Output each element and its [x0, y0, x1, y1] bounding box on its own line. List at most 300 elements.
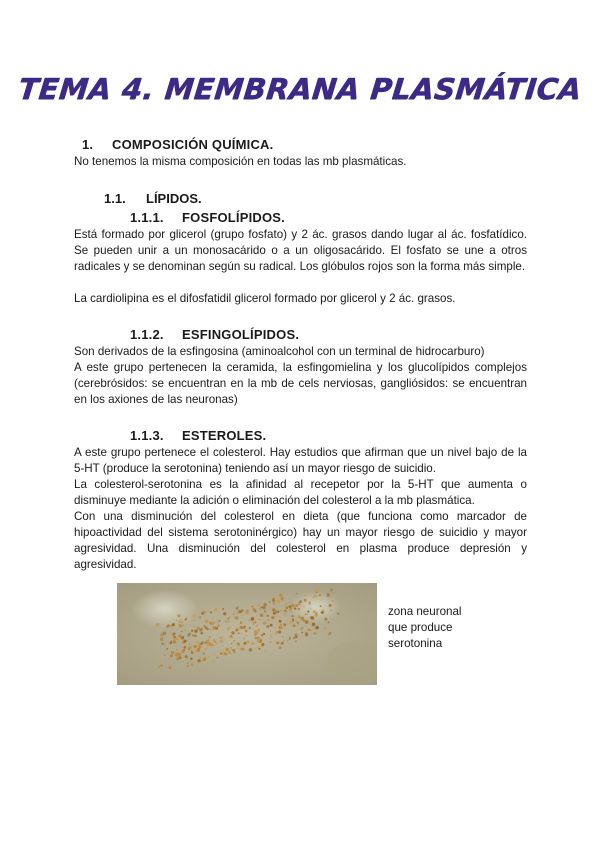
- stain-granule: [189, 644, 190, 645]
- stain-granule: [243, 642, 245, 644]
- stain-granule: [225, 648, 228, 651]
- stain-granule: [261, 634, 263, 636]
- stain-granule: [216, 657, 218, 659]
- section-number: 1.: [82, 137, 94, 152]
- stain-granule: [229, 616, 231, 618]
- stain-granule: [194, 626, 195, 627]
- stain-granule: [227, 617, 229, 619]
- stain-granule: [296, 593, 297, 594]
- stain-granule: [205, 648, 207, 650]
- stain-granule: [266, 615, 268, 617]
- stain-granule: [201, 641, 204, 644]
- stain-granule: [233, 613, 235, 615]
- stain-granule: [324, 627, 326, 629]
- stain-granule: [156, 623, 159, 626]
- stain-granule: [178, 614, 181, 617]
- fosfolipidos-paragraph-2: La cardiolipina es el difosfatidil glicerol formado por glicerol y 2 ác. grasos.: [74, 292, 456, 305]
- stain-granule: [254, 621, 257, 624]
- stain-granule: [257, 629, 260, 632]
- stain-granule: [275, 633, 277, 635]
- stain-granule: [163, 631, 167, 635]
- stain-granule: [199, 646, 202, 649]
- stain-granule: [263, 603, 266, 606]
- stain-granule: [210, 611, 212, 613]
- stain-granule: [305, 633, 309, 637]
- stain-granule: [198, 617, 199, 618]
- stain-granule: [295, 641, 296, 642]
- stain-granule: [238, 633, 240, 635]
- stain-granule: [294, 607, 296, 609]
- stain-granule: [274, 626, 275, 627]
- stain-granule: [238, 610, 241, 613]
- stain-granule: [289, 609, 290, 610]
- stain-granule: [171, 651, 174, 654]
- caption-line: serotonina: [388, 637, 443, 650]
- stain-granule: [195, 644, 197, 646]
- stain-granule: [224, 652, 227, 655]
- subsubsection-number: 1.1.3.: [130, 428, 164, 443]
- stain-granule: [279, 620, 282, 623]
- stain-granule: [176, 641, 178, 643]
- stain-granule: [240, 621, 243, 624]
- stain-granule: [287, 622, 288, 623]
- stain-granule: [287, 606, 289, 608]
- stain-granule: [177, 656, 180, 659]
- stain-granule: [187, 665, 189, 667]
- stain-granule: [233, 640, 234, 641]
- stain-granule: [188, 646, 192, 650]
- stain-granule: [166, 648, 168, 650]
- stain-granule: [258, 605, 259, 606]
- stain-granule: [290, 611, 292, 613]
- stain-granule: [225, 620, 228, 623]
- stain-granule: [315, 626, 319, 630]
- stain-granule: [280, 642, 283, 645]
- stain-granule: [248, 620, 249, 621]
- stain-granule: [202, 659, 203, 660]
- stain-granule: [232, 649, 234, 651]
- caption-line: que produce: [388, 621, 453, 634]
- stain-granule: [259, 619, 260, 620]
- stain-granule: [301, 632, 303, 634]
- stain-granule: [283, 640, 284, 641]
- stain-granule: [222, 636, 223, 637]
- stain-granule: [309, 601, 311, 603]
- stain-granule: [217, 622, 218, 623]
- stain-granule: [192, 634, 194, 636]
- stain-granule: [204, 625, 206, 627]
- stain-granule: [245, 630, 248, 633]
- stain-granule: [234, 616, 237, 619]
- stain-granule: [328, 621, 330, 623]
- stain-granule: [191, 651, 194, 654]
- stain-granule: [237, 627, 240, 630]
- stain-granule: [231, 631, 234, 634]
- stain-granule: [283, 610, 285, 612]
- stain-granule: [271, 597, 273, 599]
- stain-granule: [220, 640, 223, 643]
- stain-granule: [170, 642, 172, 644]
- stain-granule: [272, 599, 275, 602]
- stain-granule: [187, 634, 190, 637]
- stain-granule: [305, 595, 306, 596]
- stain-granule: [211, 621, 215, 625]
- stain-granule: [305, 620, 309, 624]
- subsection-title: LÍPIDOS.: [146, 191, 202, 206]
- stain-granule: [271, 616, 274, 619]
- stain-granule: [206, 628, 208, 630]
- figure-caption: [388, 604, 478, 652]
- stain-granule: [185, 629, 186, 630]
- stain-granule: [272, 608, 275, 611]
- stain-granule: [203, 652, 205, 654]
- stain-granule: [321, 611, 324, 614]
- stain-granule: [280, 623, 283, 626]
- stain-granule: [285, 603, 288, 606]
- subsubsection-title: ESFINGOLÍPIDOS.: [182, 327, 300, 342]
- stain-granule: [313, 632, 315, 634]
- stain-granule: [295, 620, 297, 622]
- stain-granule: [298, 604, 300, 606]
- stain-granule: [201, 632, 203, 634]
- stain-granule: [300, 638, 301, 639]
- stain-granule: [158, 666, 160, 668]
- stain-granule: [261, 606, 263, 608]
- stain-granule: [212, 626, 215, 629]
- stain-granule: [240, 648, 243, 651]
- stain-granule: [252, 643, 253, 644]
- stain-granule: [291, 609, 292, 610]
- stain-granule: [201, 643, 202, 644]
- stain-granule: [205, 620, 208, 623]
- stain-granule: [197, 627, 200, 630]
- stain-granule: [231, 643, 233, 645]
- neuronal-zone-micrograph: [117, 583, 377, 685]
- stain-granule: [228, 636, 230, 638]
- stain-granule: [239, 633, 240, 634]
- stain-granule: [213, 653, 215, 655]
- stain-granule: [216, 643, 218, 645]
- subsubsection-heading-esteroles: [130, 428, 266, 443]
- stain-granule: [270, 631, 271, 632]
- stain-granule: [252, 608, 256, 612]
- stain-granule: [320, 605, 322, 607]
- stain-granule: [249, 648, 253, 652]
- stain-granule: [262, 606, 266, 610]
- stain-granule: [222, 608, 224, 610]
- subsubsection-number: 1.1.2.: [130, 327, 164, 342]
- section-title: COMPOSICIÓN QUÍMICA.: [112, 137, 274, 152]
- stain-granule: [228, 651, 231, 654]
- stain-granule: [257, 646, 259, 648]
- stain-granule: [215, 641, 217, 643]
- stain-granule: [197, 649, 198, 650]
- stain-granule: [228, 621, 230, 623]
- stain-granule: [178, 621, 180, 623]
- stain-granule: [313, 595, 317, 599]
- stain-granule: [173, 632, 176, 635]
- stain-granule: [256, 624, 258, 626]
- stain-granule: [208, 639, 210, 641]
- stain-granule: [170, 654, 173, 657]
- subsubsection-title: FOSFOLÍPIDOS.: [182, 210, 285, 225]
- stain-granule: [283, 623, 286, 626]
- stain-granule: [223, 612, 226, 615]
- stain-granule: [279, 594, 282, 597]
- stain-granule: [185, 655, 188, 658]
- stain-granule: [278, 630, 280, 632]
- stain-granule: [196, 651, 197, 652]
- stain-granule: [174, 637, 177, 640]
- stain-granule: [240, 626, 243, 629]
- stain-granule: [255, 637, 258, 640]
- stain-granule: [210, 629, 211, 630]
- stain-granule: [319, 594, 321, 596]
- stain-granule: [198, 659, 201, 662]
- stain-granule: [206, 643, 209, 646]
- stain-granule: [218, 624, 220, 626]
- stain-granule: [307, 610, 309, 612]
- stain-granule: [193, 614, 196, 617]
- stain-granule: [261, 643, 264, 646]
- stain-granule: [204, 641, 206, 643]
- stain-granule: [289, 605, 292, 608]
- stain-granule: [289, 638, 291, 640]
- stain-granule: [170, 625, 172, 627]
- stain-granule: [294, 633, 297, 636]
- stain-granule: [181, 636, 184, 639]
- stain-granule: [219, 637, 221, 639]
- stain-granule: [192, 619, 193, 620]
- stain-granule: [305, 613, 307, 615]
- stain-granule: [243, 627, 245, 629]
- stain-granule: [161, 643, 163, 645]
- subsubsection-number: 1.1.1.: [130, 210, 164, 225]
- stain-granule: [178, 635, 181, 638]
- stain-granule: [201, 628, 203, 630]
- stain-granule: [174, 642, 176, 644]
- stain-granule: [246, 612, 247, 613]
- stain-granule: [266, 625, 269, 628]
- stain-granule: [298, 608, 301, 611]
- stain-granule: [246, 635, 247, 636]
- stain-granule: [263, 621, 266, 624]
- stain-granule: [252, 622, 253, 623]
- stain-granule: [198, 643, 201, 646]
- stain-granule: [183, 646, 186, 649]
- stain-granule: [186, 617, 187, 618]
- stain-granule: [303, 617, 304, 618]
- stain-granule: [270, 634, 273, 637]
- stain-granule: [327, 593, 330, 596]
- stain-granule: [254, 630, 258, 634]
- stain-granule: [278, 642, 280, 644]
- stain-granule: [174, 622, 176, 624]
- stain-granule: [273, 603, 275, 605]
- stain-granule: [209, 636, 211, 638]
- stain-granule: [316, 589, 319, 592]
- subsubsection-heading-fosfolipidos: [130, 210, 285, 225]
- stain-granule: [182, 625, 184, 627]
- stain-granule: [212, 659, 214, 661]
- subsection-heading-lipidos: [104, 191, 202, 206]
- stain-granule: [304, 600, 305, 601]
- stain-granule: [275, 610, 278, 613]
- stain-granule: [220, 652, 222, 654]
- stain-granule: [263, 633, 265, 635]
- stain-granule: [185, 667, 187, 669]
- stain-granule: [291, 604, 295, 608]
- caption-line: zona neuronal: [388, 605, 462, 618]
- stain-granule: [330, 589, 333, 592]
- stain-granule: [330, 609, 332, 611]
- stain-granule: [270, 641, 272, 643]
- stain-granule: [160, 664, 162, 666]
- subsection-number: 1.1.: [104, 191, 126, 206]
- composicion-text: No tenemos la misma composición en todas las mb plasmáticas.: [74, 155, 407, 168]
- esteroles-paragraph-3: Con una disminución del colesterol en dieta (que funciona como marcador de hipoactividad del sistema serotoninérgico) hay un mayor riesgo de suicidio y mayor agresividad. Una disminución del colesterol en plasma produce depresión y agresividad.: [74, 510, 527, 571]
- stain-granule: [270, 624, 273, 627]
- stain-granule: [196, 641, 198, 643]
- stain-granule: [257, 638, 261, 642]
- stain-granule: [164, 643, 167, 646]
- stain-granule: [282, 636, 283, 637]
- stain-granule: [276, 631, 278, 633]
- stain-granule: [301, 629, 302, 630]
- stain-granule: [280, 610, 281, 611]
- stain-granule: [230, 647, 232, 649]
- stain-granule: [194, 620, 195, 621]
- stain-granule: [237, 643, 240, 646]
- stain-granule: [329, 604, 332, 607]
- stain-granule: [244, 645, 245, 646]
- stain-granule: [303, 605, 305, 607]
- stain-granule: [196, 630, 198, 632]
- stain-granule: [260, 613, 263, 616]
- stain-granule: [278, 626, 280, 628]
- stain-granule: [204, 648, 205, 649]
- stain-granule: [269, 601, 271, 603]
- stain-granule: [160, 638, 163, 641]
- stain-granule: [284, 613, 286, 615]
- stain-granule: [265, 650, 266, 651]
- stain-granule: [165, 659, 166, 660]
- stain-granule: [190, 657, 193, 660]
- stain-granule: [176, 649, 178, 651]
- stain-granule: [204, 626, 207, 629]
- stain-granule: [227, 626, 230, 629]
- stain-granule: [264, 610, 266, 612]
- stain-granule: [253, 623, 255, 625]
- stain-granule: [312, 623, 315, 626]
- stain-granule: [303, 619, 305, 621]
- stain-granule: [279, 646, 282, 649]
- stain-granule: [324, 618, 327, 621]
- stain-granule: [185, 633, 186, 634]
- stain-granule: [182, 640, 184, 642]
- stain-granule: [242, 614, 243, 615]
- stain-granule: [313, 611, 315, 613]
- esteroles-paragraph-2: La colesterol-serotonina es la afinidad al recepetor por la 5-HT que aumenta o disminuye mediante la adición o eliminación del colesterol a la mb plasmática.: [74, 478, 527, 507]
- stain-granule: [207, 656, 209, 658]
- stain-granule: [180, 634, 181, 635]
- stain-granule: [192, 662, 194, 664]
- stain-granule: [233, 649, 234, 650]
- stain-granule: [276, 616, 278, 618]
- stain-granule: [168, 658, 169, 659]
- stain-granule: [218, 620, 220, 622]
- stain-granule: [337, 613, 340, 616]
- page-title: TEMA 4. MEMBRANA PLASMÁTICA: [16, 72, 584, 106]
- stain-granule: [292, 618, 294, 620]
- stain-granule: [230, 635, 232, 637]
- stain-granule: [175, 653, 178, 656]
- stain-granule: [222, 637, 224, 639]
- stain-granule: [309, 629, 311, 631]
- micrograph-image: [117, 583, 377, 685]
- stain-granule: [298, 615, 301, 618]
- stain-granule: [200, 657, 201, 658]
- stain-granule: [307, 614, 308, 615]
- stain-granule: [252, 616, 254, 618]
- stain-granule: [164, 654, 166, 656]
- stain-granule: [168, 666, 171, 669]
- stain-granule: [295, 604, 298, 607]
- stain-granule: [203, 611, 206, 614]
- stain-granule: [256, 653, 257, 654]
- stain-granule: [299, 600, 302, 603]
- stain-granule: [213, 639, 215, 641]
- stain-granule: [287, 640, 289, 642]
- stain-granule: [310, 608, 312, 610]
- stain-granule: [332, 600, 333, 601]
- stain-granule: [301, 627, 303, 629]
- stain-granule: [313, 597, 314, 598]
- esteroles-paragraph-1: A este grupo pertenece el colesterol. Hay estudios que afirman que un nivel bajo de la 5-HT (produce la serotonina) teniendo así un mayor riesgo de suicidio.: [74, 446, 527, 475]
- stain-granule: [281, 597, 284, 600]
- stain-granule: [181, 650, 184, 653]
- section-heading-composicion: [82, 137, 273, 152]
- subsubsection-title: ESTEROLES.: [182, 428, 267, 443]
- stain-granule: [310, 616, 313, 619]
- stain-granule: [267, 619, 270, 622]
- stain-granule: [329, 632, 332, 635]
- stain-granule: [292, 620, 294, 622]
- stain-granule: [179, 624, 182, 627]
- stain-granule: [291, 615, 293, 617]
- stain-granule: [289, 621, 292, 624]
- stain-granule: [191, 630, 193, 632]
- stain-granule: [293, 637, 295, 639]
- stain-granule: [297, 622, 299, 624]
- stain-granule: [292, 624, 295, 627]
- stain-granule: [167, 627, 168, 628]
- stain-granule: [187, 662, 189, 664]
- stain-granule: [238, 606, 239, 607]
- esfingolipidos-paragraph-2: A este grupo pertenecen la ceramida, la esfingomielina y los glucolípidos complejos (cerebrósidos: se encuentran en la mb de cels nerviosas, gangliósidos: se encuentran en los axiones de las neuronas): [74, 361, 527, 406]
- stain-granule: [300, 604, 301, 605]
- stain-granule: [243, 638, 244, 639]
- stain-granule: [176, 620, 177, 621]
- subsubsection-heading-esfingolipidos: [130, 327, 299, 342]
- stain-granule: [184, 618, 186, 620]
- stain-granule: [194, 635, 197, 638]
- stain-granule: [251, 606, 252, 607]
- fosfolipidos-paragraph-1: Está formado por glicerol (grupo fosfato) y 2 ác. grasos dando lugar al ác. fosfatídico. Se pueden unir a un monosacárido o a un oligosacárido. El fosfato se une a otros radicales y se denominan según su radical. Los glóbulos rojos son la forma más simple.: [74, 228, 527, 273]
- stain-granule: [249, 627, 251, 629]
- esfingolipidos-paragraph-1: Son derivados de la esfingosina (aminoalcohol con un terminal de hidrocarburo): [74, 345, 485, 358]
- stain-granule: [276, 600, 279, 603]
